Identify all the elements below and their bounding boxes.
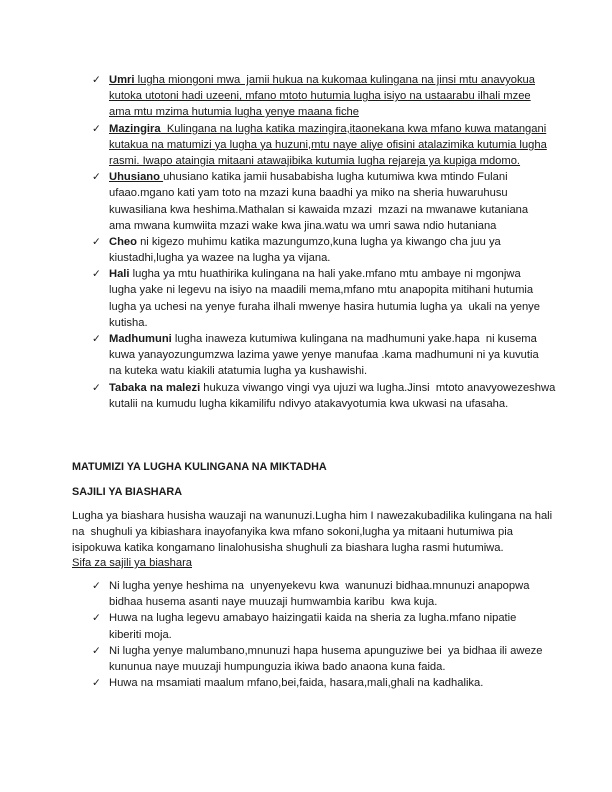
checkmark-icon: ✓	[92, 171, 101, 184]
item-text: ama mtu mzima hutumia lugha yenye maana fiche	[109, 106, 359, 119]
list-item-line: Huwa na msamiati maalum mfano,bei,faida, hasara,mali,ghali na kadhalika.	[109, 677, 484, 690]
checkmark-icon: ✓	[92, 644, 101, 657]
list-item-line	[109, 121, 612, 137]
item-keyword: Madhumuni	[109, 333, 172, 345]
item-keyword: Mazingira	[109, 122, 161, 135]
sifa-list	[92, 578, 612, 691]
sifa-title: Sifa za sajili ya biashara	[72, 557, 193, 569]
checkmark-icon: ✓	[92, 677, 101, 690]
item-keyword: Hali	[109, 268, 130, 281]
list-item	[92, 675, 612, 691]
item-text: kutakua na matumizi ya lugha ya huzuni,mtu naye aliye ofisini atalazimika kutumia lugha	[109, 138, 547, 151]
list-item-line	[109, 331, 612, 347]
list-item-line: kiberiti moja.	[109, 628, 172, 641]
item-text: na kuteka watu kiakili atatumia lugha ya kushawishi.	[109, 365, 368, 378]
paragraph-line: na shughuli ya kibiashara inayofanyika kwa mfano sokoni,lugha ya mitaani hutumiwa pia	[72, 526, 513, 539]
item-text: lugha yake ni legevu na isiyo na maadili mema,mfano mtu anapopita mitihani hutumia	[109, 284, 534, 297]
list-item-line	[109, 363, 612, 379]
checkmark-icon: ✓	[92, 122, 101, 135]
list-item	[92, 121, 612, 170]
item-text: hukuza viwango vingi vya ujuzi wa lugha.Jinsi mtoto anavyowezeshwa	[200, 381, 556, 394]
list-item-line	[109, 153, 612, 169]
sub-heading: SAJILI YA BIASHARA	[72, 486, 182, 498]
item-text: ufaao.mgano kati yam toto na mzazi kuna baadhi ya miko na sheria huwaruhusu	[109, 187, 508, 200]
checkmark-icon: ✓	[92, 333, 101, 345]
list-item-line	[109, 169, 612, 185]
item-text: kiustadhi,lugha ya wazee na lugha ya vijana.	[109, 252, 331, 265]
list-item	[92, 643, 612, 675]
checkmark-icon: ✓	[92, 381, 101, 394]
list-item-line	[109, 396, 612, 412]
list-item-line	[109, 202, 612, 218]
item-text: lugha ya uchesi na yenye furaha ilhali mwenye hasira hutumia lugha ya ukali na yenye	[109, 300, 540, 313]
item-keyword: Cheo	[109, 235, 137, 248]
item-keyword: Uhusiano	[109, 171, 164, 184]
list-item-line	[109, 137, 612, 153]
item-text: lugha inaweza kutumiwa kulingana na madhumuni yake.hapa ni kusema	[171, 333, 537, 345]
list-item-line	[109, 282, 612, 298]
item-text: kutalii na kumudu lugha kikamilifu ndivyo atakavyotumia kwa ukwasi na ufasaha.	[109, 397, 509, 410]
item-text: uhusiano katika jamii husababisha lugha kutumiwa kwa mtindo Fulani	[163, 171, 508, 184]
list-item-line	[109, 72, 612, 88]
paragraph-line: isipokuwa katika kongamano linalohusisha shughuli za biashara lugha rasmi hutumiwa.	[72, 542, 504, 555]
list-item-line	[109, 88, 612, 104]
checkmark-icon: ✓	[92, 235, 101, 248]
checkmark-icon: ✓	[92, 268, 101, 281]
checkmark-icon: ✓	[92, 580, 101, 592]
list-item	[92, 331, 612, 380]
item-text: lugha ya mtu huathirika kulingana na hali yake.mfano mtu ambaye ni mgonjwa	[129, 268, 521, 281]
list-item-line: Ni lugha yenye malumbano,mnunuzi hapa husema apunguziwe bei ya bidhaa ili aweze	[109, 644, 543, 657]
list-item-line	[109, 218, 612, 234]
item-keyword: Umri	[109, 74, 135, 86]
item-text: kutisha.	[109, 316, 148, 329]
list-item-line	[109, 299, 612, 315]
item-text: Kulingana na lugha katika mazingira,itaonekana kwa mfano kuwa matangani	[160, 122, 547, 135]
list-item-line	[109, 380, 612, 396]
item-keyword: Tabaka na malezi	[109, 381, 201, 394]
paragraph-line: Lugha ya biashara husisha wauzaji na wanunuzi.Lugha him I nawezakubadilika kulingana na hali	[72, 510, 553, 522]
list-item	[92, 72, 612, 121]
item-text: kutoka utotoni hadi uzeeni, mfano mtoto hutumia lugha isiyo na ustaarabu ilhali mzee	[109, 90, 531, 103]
item-text: kuwa yanayozungumzwa lazima yawe yenye manufaa .kama madhumuni ni ya kuvutia	[109, 349, 539, 362]
list-item	[92, 578, 612, 610]
list-item	[92, 380, 612, 412]
section-heading: MATUMIZI YA LUGHA KULINGANA NA MIKTADHA	[72, 461, 327, 473]
list-item-line: kununua naye muuzaji humpunguzia ikiwa bado anaona kuna faida.	[109, 660, 446, 673]
list-item	[92, 610, 612, 642]
list-item-line	[109, 104, 612, 120]
list-item-line	[109, 315, 612, 331]
list-item-line: Ni lugha yenye heshima na unyenyekevu kwa wanunuzi bidhaa.mnunuzi anapopwa	[109, 580, 530, 592]
factors-list	[92, 72, 612, 412]
list-item-line	[109, 185, 612, 201]
list-item-line	[109, 266, 612, 282]
list-item	[92, 266, 612, 331]
list-item	[92, 234, 612, 266]
item-text: lugha miongoni mwa jamii hukua na kukomaa kulingana na jinsi mtu anavyokua	[134, 74, 535, 86]
item-text: ni kigezo muhimu katika mazungumzo,kuna lugha ya kiwango cha juu ya	[136, 235, 501, 248]
intro-paragraph	[72, 508, 612, 557]
list-item-line: bidhaa husema asanti naye muuzaji humwambia karibu kwa kuja.	[109, 596, 438, 609]
item-text: rasmi. Iwapo ataingia mitaani atawajibika kutumia lugha rejareja ya kupiga mdomo.	[109, 154, 521, 167]
list-item-line	[109, 347, 612, 363]
item-text: kuwasiliana kwa heshima.Mathalan si kawaida mzazi mzazi na mwanawe kutaniana	[109, 203, 529, 216]
list-item-line	[109, 250, 612, 266]
list-item	[92, 169, 612, 234]
checkmark-icon: ✓	[92, 612, 101, 625]
checkmark-icon: ✓	[92, 74, 101, 86]
list-item-line: Huwa na lugha legevu amabayo haizingatii kaida na sheria za lugha.mfano nipatie	[109, 612, 517, 625]
list-item-line	[109, 234, 612, 250]
item-text: ama mwana kumwiita mzazi wake kwa jina.watu wa umri sawa ndio hutaniana	[109, 219, 497, 232]
